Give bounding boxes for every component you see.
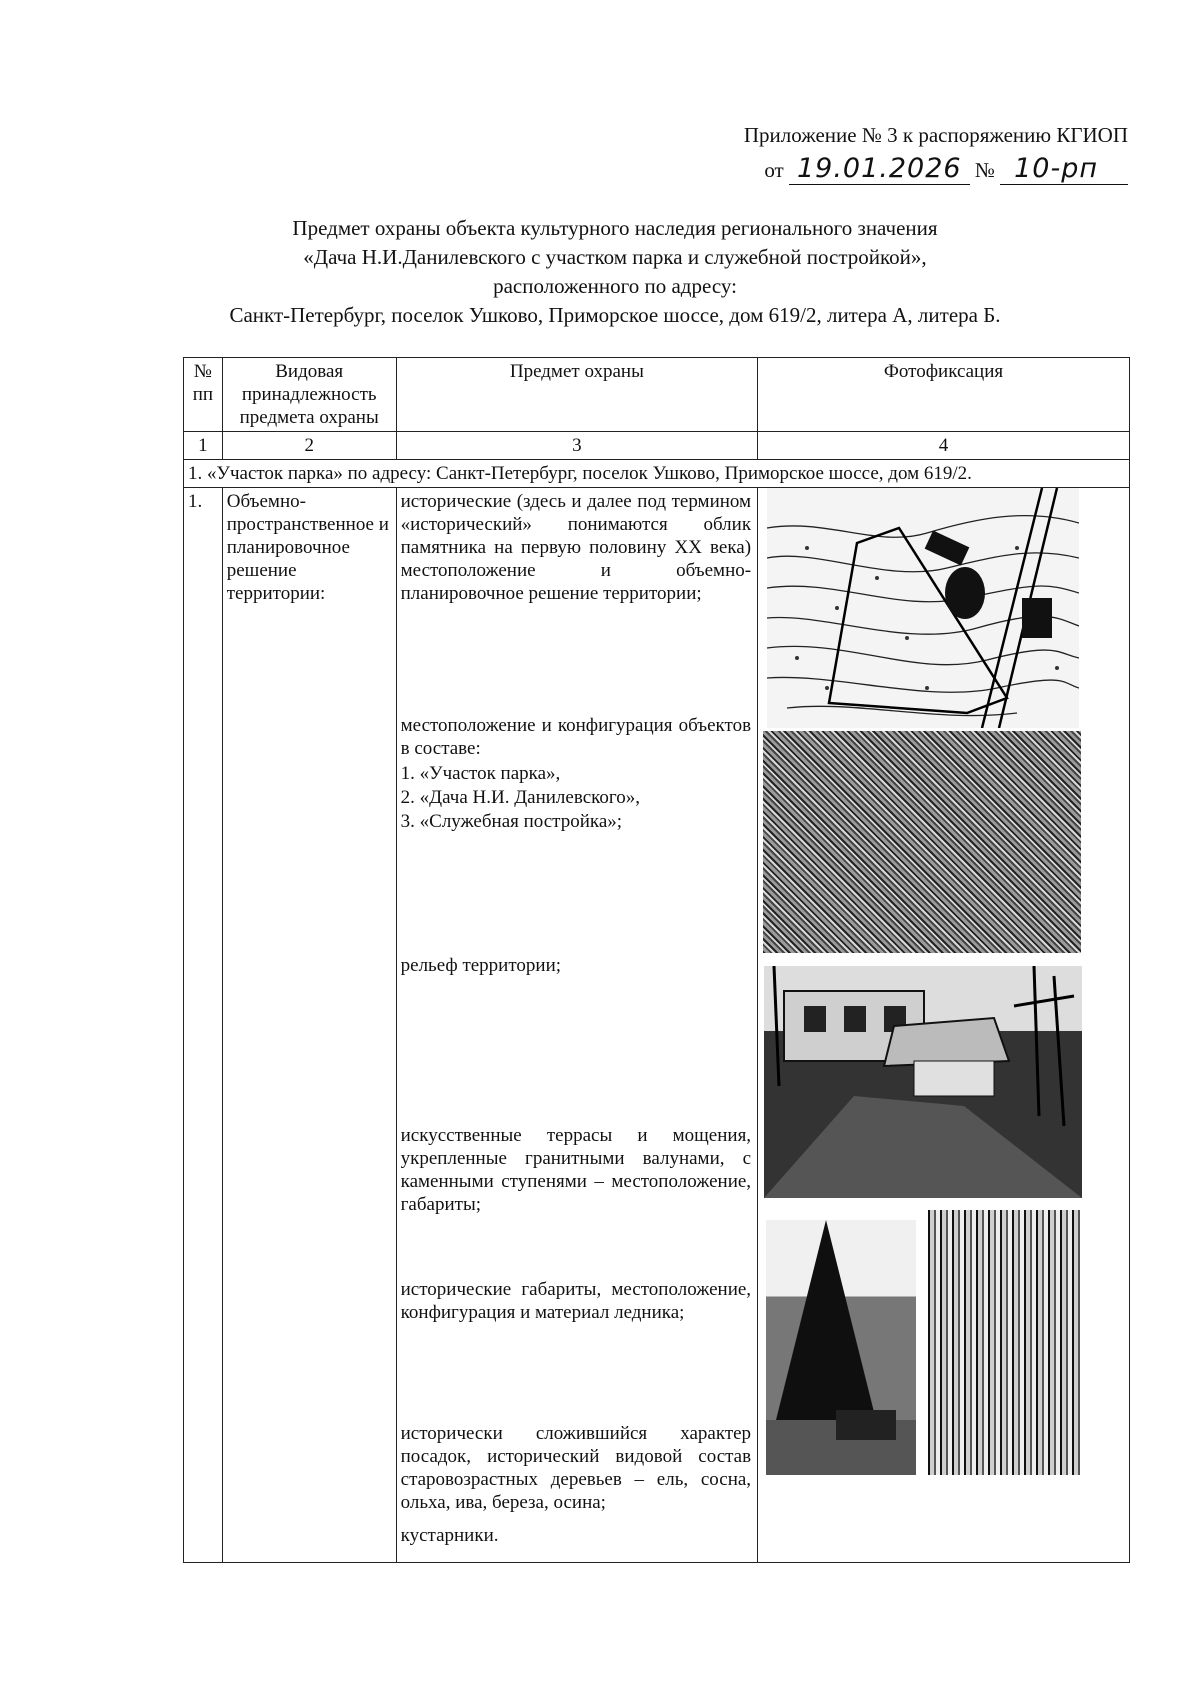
header-cell: Фотофиксация: [758, 358, 1130, 432]
list-item: 1. «Участок парка»,: [400, 763, 561, 784]
header-cell: Предмет охраны: [396, 358, 757, 432]
terrain-photo: [763, 731, 1081, 953]
row-type: Объемно-пространственное и планировочное решение территории:: [222, 488, 396, 1563]
forest-photo: [928, 1210, 1080, 1475]
spruce-tree-photo: [766, 1220, 916, 1475]
column-number: 2: [222, 432, 396, 460]
list-item: исторически сложившийся характер посадок, исторический видовой состав старовозрастных деревьев – ель, сосна, ольха, ива, береза, осина;: [400, 1423, 752, 1513]
list-item: искусственные террасы и мощения, укрепленные гранитными валунами, с каменными ступенями – местоположение, габариты;: [400, 1125, 752, 1215]
title-line: Санкт-Петербург, поселок Ушково, Приморское шоссе, дом 619/2, литера А, литера Б.: [229, 303, 1001, 327]
building-photo: [764, 966, 1082, 1198]
appendix-date-line: [744, 154, 1128, 185]
handwritten-number: 10-рп: [1000, 154, 1128, 185]
section-row: [184, 460, 1130, 488]
protection-table: [183, 357, 1130, 1563]
list-item: рельеф территории;: [400, 955, 562, 976]
list-item: местоположение и конфигурация объектов в составе:: [400, 715, 752, 759]
column-number: 4: [758, 432, 1130, 460]
title-line: «Дача Н.И.Данилевского с участком парка и служебной постройкой»,: [303, 245, 927, 269]
title-line: Предмет охраны объекта культурного наследия регионального значения: [292, 216, 938, 240]
number-label: №: [974, 158, 995, 182]
table-row: [184, 488, 1130, 1563]
column-number: 3: [396, 432, 757, 460]
site-map-image: [767, 488, 1079, 728]
header-cell: № пп: [184, 358, 223, 432]
list-item: 2. «Дача Н.И. Данилевского»,: [400, 787, 640, 808]
list-item: исторические габариты, местоположение, конфигурация и материал ледника;: [400, 1279, 752, 1323]
from-label: от: [764, 158, 784, 182]
handwritten-date: 19.01.2026: [789, 154, 970, 185]
list-item: 3. «Служебная постройка»;: [400, 811, 623, 832]
list-item: кустарники.: [400, 1525, 499, 1546]
column-number: 1: [184, 432, 223, 460]
photo-cell: [758, 488, 1130, 1563]
appendix-line: Приложение № 3 к распоряжению КГИОП: [743, 123, 1128, 147]
row-number: 1.: [184, 488, 223, 1563]
column-number-row: [184, 432, 1130, 460]
appendix-header: [744, 120, 1128, 185]
row-items: [396, 488, 757, 1563]
section-title: 1. «Участок парка» по адресу: Санкт-Петербург, поселок Ушково, Приморское шоссе, дом 619/2.: [184, 460, 1130, 488]
table-header-row: [184, 358, 1130, 432]
header-cell: Видовая принадлежность предмета охраны: [222, 358, 396, 432]
document-title: [150, 214, 1080, 330]
list-item: исторические (здесь и далее под термином «исторический» понимаются облик памятника на первую половину XX века) местоположение и объемно-планировочное решение территории;: [400, 491, 752, 604]
title-line: расположенного по адресу:: [493, 274, 737, 298]
